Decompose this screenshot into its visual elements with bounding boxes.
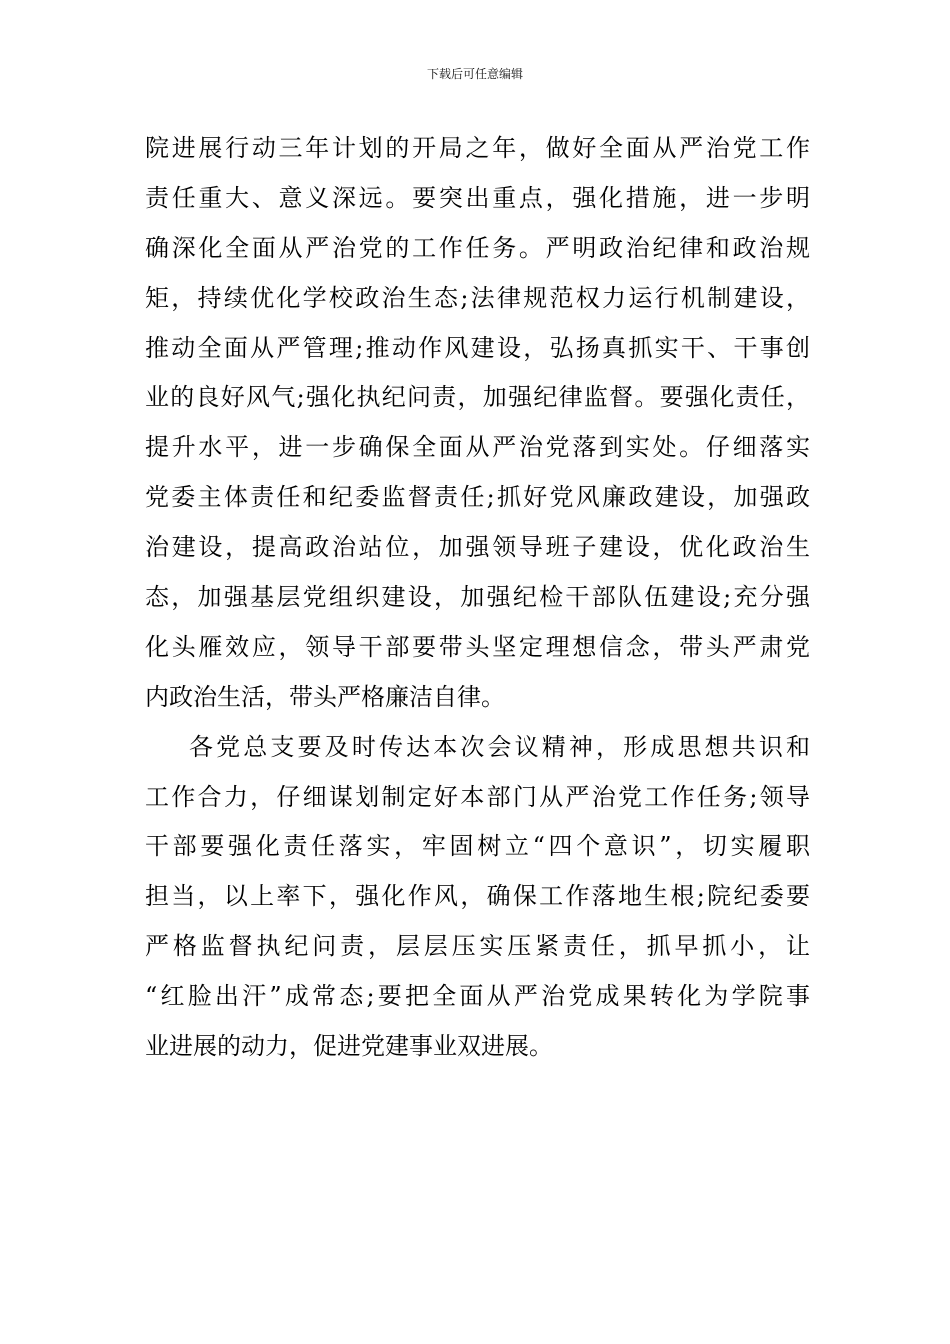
- text-line: 推动全面从严管理;推动作风建设，弘扬真抓实干、干事创: [145, 333, 810, 362]
- paragraph-2: [145, 723, 810, 1072]
- text-line: 内政治生活，带头严格廉洁自律。: [145, 682, 505, 711]
- text-line: 态，加强基层党组织建设，加强纪检干部队伍建设;充分强: [145, 583, 810, 612]
- text-line: 责任重大、意义深远。要突出重点，强化措施，进一步明: [145, 183, 810, 212]
- text-line: 提升水平，进一步确保全面从严治党落到实处。仔细落实: [145, 433, 810, 462]
- text-line: 矩，持续优化学校政治生态;法律规范权力运行机制建设，: [145, 283, 810, 312]
- text-line: 业的良好风气;强化执纪问责，加强纪律监督。要强化责任，: [145, 383, 810, 412]
- text-line: “红脸出汗”成常态;要把全面从严治党成果转化为学院事: [145, 982, 810, 1011]
- document-body: [145, 124, 810, 1072]
- text-line: 业进展的动力，促进党建事业双进展。: [145, 1032, 553, 1061]
- text-line: 各党总支要及时传达本次会议精神，形成思想共识和: [189, 732, 810, 761]
- text-line: 党委主体责任和纪委监督责任;抓好党风廉政建设，加强政: [145, 483, 810, 512]
- text-line: 院进展行动三年计划的开局之年，做好全面从严治党工作: [145, 134, 810, 162]
- text-line: 化头雁效应，领导干部要带头坚定理想信念，带头严肃党: [145, 632, 810, 661]
- text-line: 工作合力，仔细谋划制定好本部门从严治党工作任务;领导: [145, 782, 810, 811]
- text-line: 干部要强化责任落实，牢固树立“四个意识”，切实履职: [145, 832, 810, 861]
- text-line: 严格监督执纪问责，层层压实压紧责任，抓早抓小，让: [145, 932, 810, 961]
- paragraph-1: [145, 124, 810, 723]
- text-line: 治建设，提高政治站位，加强领导班子建设，优化政治生: [145, 533, 810, 562]
- text-line: 确深化全面从严治党的工作任务。严明政治纪律和政治规: [145, 233, 810, 262]
- page-header: 下载后可任意编辑: [426, 67, 523, 81]
- text-line: 担当，以上率下，强化作风，确保工作落地生根;院纪委要: [145, 882, 810, 911]
